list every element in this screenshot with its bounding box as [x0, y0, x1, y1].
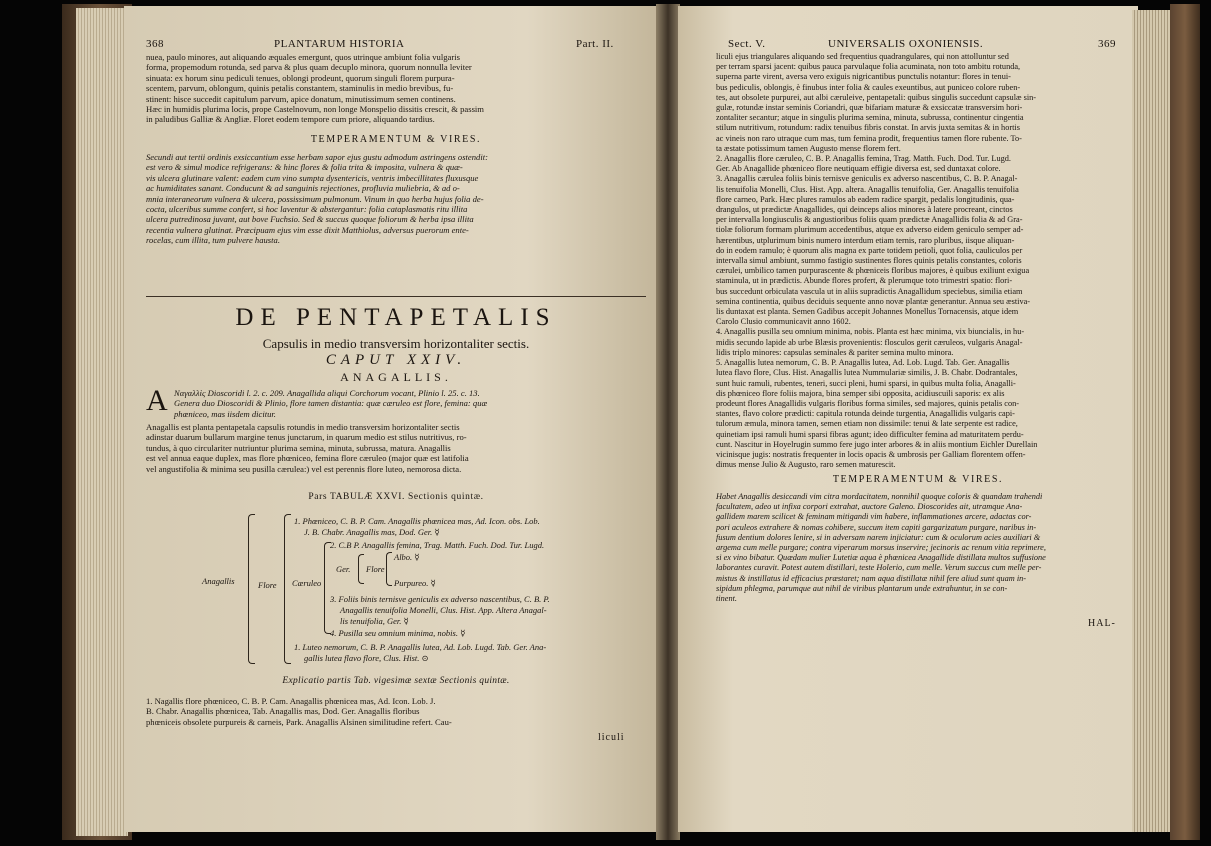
right-body-line: Carolo Clusio communicavit anno 1602.	[716, 317, 851, 327]
tree-item-4: 4. Pusilla seu omnium minima, nobis. ☿	[330, 628, 466, 638]
genus-heading: ANAGALLIS.	[340, 370, 452, 384]
right-temp-line: si ex vino bibatur. Quædam mulier Lutetiæ aqua è phœnicea Anagallide distillata multos suffusione	[716, 553, 1046, 563]
right-body-line: intervalla simul ambiunt, summo fastigio sustinentes flores quinis petalis constantes, coloris	[716, 256, 1022, 266]
tree-brace-caeruleo	[324, 542, 331, 634]
right-body-line: drangulos, ut prædictæ Anagallides, qui deinceps alios minores à latere procreant, cinctos	[716, 205, 1013, 215]
temperamentum-text-right	[716, 492, 1120, 604]
left-intro-line: Ναγαλλὶς Dioscoridi l. 2. c. 209. Anagallida aliqui Corchorum vocant, Plinio l. 25. c. 13.	[174, 388, 480, 398]
left-top-line: Hæc in humidis plurima locis, prope Castelnovum, non longe Monspelio dissitis crescit, & passim	[146, 104, 484, 115]
tree-caerulea-label: Cæruleo	[292, 578, 322, 588]
right-body-line: dis phœniceo flore foliis majora, bina semper sibi opposita, acidiuscuili saporis: ex alis	[716, 388, 1005, 398]
left-page	[124, 6, 662, 832]
running-title-right: UNIVERSALIS OXONIENSIS.	[828, 38, 984, 50]
left-page-edges	[76, 8, 128, 836]
right-body-line: bus succedunt orbiculata vascula ut in aliis supradictis Anagallidum speciebus, similia etiam	[716, 286, 1023, 296]
left-body-line: est vel annua eaque duplex, mas flore phœniceo, femina flore cæruleo (major quæ est latifolia	[146, 453, 469, 464]
running-title-left: PLANTARUM HISTORIA	[274, 38, 405, 50]
left-top-line: in paludibus Galliæ & Angliæ. Floret eodem tempore cum priore, aliquando tardius.	[146, 114, 435, 125]
tree-branch-label: Flore	[258, 580, 277, 590]
catchword-right: HAL-	[1088, 618, 1116, 629]
right-temp-line: facultatem, adeo ut infixa corpori extrahat, auctore Galeno. Dioscorides ait, utramque Ana-	[716, 502, 1023, 512]
right-body-line: tiolæ foliorum formam plurimum accedentibus, atque ex adverso eidem geniculo semper ad-	[716, 225, 1024, 235]
tree-brace-flore-inner	[386, 552, 392, 586]
book-gutter	[656, 4, 680, 840]
left-temp-line: est vero & simul modice refrigerans: & hinc flores & folia trita & imposita, vulnera & quæ-	[146, 162, 463, 173]
left-top-line: nuea, paulo minores, aut aliquando æquales emergunt, quos utrinque ambiunt folia vulgaris	[146, 52, 460, 62]
right-temp-line: Habet Anagallis desiccandi vim citra mordacitatem, nonnihil quoque coloris & quandam trahendi	[716, 492, 1043, 501]
left-intro-line: phœniceo, mas iisdem dicitur.	[174, 408, 276, 419]
tree-brace-outer	[248, 514, 255, 664]
right-body-line: flore carneo, Park. Hæc plures ramulos ab eadem radice spargit, pedalis longitudinis, qua-	[716, 194, 1015, 204]
right-body-line: hærentibus, utplurimum binis numero interdum etiam ternis, raro pluribus, iisque aliquan-	[716, 235, 1015, 245]
temperamentum-heading-left: TEMPERAMENTUM & VIRES.	[310, 134, 482, 145]
left-top-line: forma, propemodum rotunda, sed parva & plus quam decuplo minora, quorum nonnulla leviter	[146, 62, 472, 73]
tree-brace-ger	[358, 554, 364, 584]
right-temp-line: fusum dentium dolores lenire, si in adversam narem injiciatur: cum & oculorum acies auxiliari &	[716, 532, 1041, 542]
tree-purpureo-label: Purpureo. ☿	[394, 578, 436, 588]
right-page-text	[716, 52, 1120, 470]
left-temp-line: recentia vulnera glutinat. Præcipuam ejus vim esse dixit Matthiolus, adversus puerorum ente-	[146, 224, 469, 235]
right-body-line: zontaliter secantur; atque in singulis plurima semina, minuta, subrussa, continentur cingentia	[716, 113, 1024, 123]
catchword-left: liculi	[598, 732, 625, 743]
tree-item-2: 2. C.B P. Anagallis femina, Trag. Matth. Fuch. Dod. Tur. Lugd.	[330, 540, 545, 550]
left-top-line: scentem, parvum, oblongum, quinis petalis constantem, staminulis in medio brevibus, fu-	[146, 83, 454, 94]
left-final-line: 1. Nagallis flore phœniceo, C. B. P. Cam. Anagallis phœnicea mas, Ad. Icon. Lob. J.	[146, 696, 436, 706]
right-body-line: do in eodem ramulo; è quorum alis magna ex parte totidem petioli, quot folia, cauliculos per	[716, 245, 1023, 255]
left-temp-line: ac humiditates sanant. Conducunt & ad sanguinis rejectiones, profluvia muliebria, & ad o-	[146, 183, 460, 194]
right-temp-line: mistus & instillatus id efficacius præstaret; nam aqua distillatæ nihil fere aliud sunt quam in-	[716, 573, 1027, 583]
right-body-line: tes, aut obsolete purpurei, aut albi cæruleive, pentapetali: quibus singulis succedunt capsulæ sin-	[716, 92, 1037, 102]
right-temp-line: pori aculeos extrahere & nomas cohibere, succum item capiti gargarizatum purgare, naribus in-	[716, 522, 1037, 532]
page-number-left: 368	[146, 38, 164, 50]
right-body-line: 3. Anagallis cærulea foliis binis ternisve geniculis ex adverso nascentibus, C. B. P. Anagal-	[716, 174, 1018, 184]
caput-heading: CAPUT XXIV.	[325, 352, 467, 368]
tree-item-5: 1. Luteo nemorum, C. B. P. Anagallis lutea, Ad. Lob. Lugd. Tab. Ger. Ana-	[294, 642, 547, 652]
section-label-right: Sect. V.	[728, 38, 766, 50]
right-body-line: per terram sparsi jacent: quibus pauca parvulaque folia acuminata, non toto ambitu rotunda,	[716, 62, 1021, 72]
right-body-line: quinetiam ipsi ramuli humi sparsi fibras agunt; ideo difficulter femina ad maturitatem perdu-	[716, 429, 1024, 439]
tree-item-1-cont: J. B. Chabr. Anagallis mas, Dod. Ger. ☿	[304, 527, 440, 537]
temperamentum-heading-right: TEMPERAMENTUM & VIRES.	[832, 474, 1004, 485]
right-body-line: lidis triplo minores: capsulas seminales & pariter semina multo minora.	[716, 347, 954, 357]
right-temp-line: laborantes curavit. Potest autem distillari, teste Holerio, cum melle. Verum succus cum melle per-	[716, 563, 1042, 573]
explicatio-heading: Explicatio partis Tab. vigesimæ sextæ Sectionis quintæ.	[282, 676, 510, 686]
tree-item-3: 3. Foliis binis ternisve geniculis ex adverso nascentibus, C. B. P.	[330, 594, 550, 604]
left-temp-line: mnia interaneorum vulnera & ulcera, possissimum pulmonum. Vinum in quo herba hujus folia de-	[146, 193, 484, 204]
final-text	[146, 696, 646, 727]
right-body-line: Ger. Ab Anagallide phœniceo flore neutiquam effigie diversa est, sed duntaxat colore.	[716, 164, 1001, 174]
left-temp-line: vis ulcera glutinare valent: eadem cum vino sumpta dysentericis, ventris imbecillitates fluxusque	[146, 172, 479, 183]
left-top-line: sinuata: ex horum sinu pediculi tenues, oblongi prodeunt, quorum singuli florem purpura-	[146, 72, 455, 83]
tree-brace-flore	[284, 514, 291, 664]
left-temp-line: rocelas, cum illita, tum pulvere hausta.	[146, 235, 280, 246]
right-body-line: 4. Anagallis pusilla seu omnium minima, nobis. Planta est hæc minima, vix biuncialis, in hu-	[716, 327, 1025, 337]
left-final-line: phœniceis obsolete purpureis & carneis, Park. Anagallis Alsinen similitudine refert. Cau-	[146, 716, 452, 727]
right-body-line: dimus mense Julio & Augusto, raro semen maturescit.	[716, 460, 896, 470]
right-body-line: lis tenuifolia Monelli, Clus. Hist. App. altera. Anagallis tenuifolia, Ger. Anagallis tenuifolia	[716, 184, 1019, 194]
right-body-line: sunt huic ramuli, rubentes, teneri, succi pleni, humi sparsi, in quibus multa folia, Anagalli-	[716, 378, 1016, 388]
right-body-line: staminula, ut in prædictis. Abunde flores profert, & plerumque toto trimestri spatio: flori-	[716, 276, 1013, 286]
right-body-line: cærulei, umbilico tamen purpurascente & phœniceis floribus majores, è quibus exiliunt exigua	[716, 266, 1030, 276]
right-body-line: cunt. Nascitur in Hoyelrugin summo fere jugo inter arbores & in aliis montium Eichler Durellain	[716, 439, 1038, 449]
section-title: DE PENTAPETALIS	[235, 304, 557, 331]
table-reference: Pars TABULÆ XXVI. Sectionis quintæ.	[308, 492, 484, 502]
right-body-line: bus pediculis, oblongis, è finubus inter folia & caules exeuntibus, aut puniceo colore ruben-	[716, 82, 1021, 92]
left-body-line: Anagallis est planta pentapetala capsulis rotundis in medio transversim horizontaliter sectis	[146, 422, 460, 432]
right-body-line: stantes, flavo colore prædicti: capitula rotunda deinde turgentia, Anagallidis vulgaris capi-	[716, 409, 1015, 419]
section-subtitle: Capsulis in medio transversim horizontaliter sectis.	[262, 336, 530, 351]
tree-item-3-cont: Anagallis tenuifolia Monelli, Clus. Hist. App. Altera Anagal-	[340, 605, 547, 615]
right-body-line: vicinisque jugis: nostratis frequenter in locis opacis & umbrosis per Galliam florentem offen-	[716, 449, 1026, 459]
left-temp-line: Secundi aut tertii ordinis exsiccantium esse herbam sapor ejus gustu admodum astringens ostendit:	[146, 152, 488, 162]
tree-albo-label: Albo. ☿	[394, 552, 420, 562]
right-body-line: liculi ejus triangulares aliquando sed frequentius quadrangulares, qui non attolluntur sed	[716, 52, 1009, 61]
left-body-line: vel angustifolia & minima seu pusilla cærulea:) vel est perennis flore luteo, nemorosa dicta.	[146, 463, 462, 474]
right-body-line: lis duntaxat est planta. Semen Gadibus accepit Johannes Monellus Tornacensis, atque idem	[716, 307, 1019, 317]
right-temp-line: argema cum melle purgare; contra viperarum morsus inservire; jecinoris ac renum vitia reprimere,	[716, 543, 1046, 553]
drop-capital: A	[146, 384, 168, 417]
right-body-line: lutea flavo flore, Clus. Hist. Anagallis lutea Nummulariæ similis, J. B. Chabr. Dodrantales,	[716, 368, 1018, 378]
right-temp-line: tinent.	[716, 594, 737, 604]
right-temp-line: sipidum phlegma, parumque aut nihil de viribus plantarum unde extrahuntur, in se con-	[716, 583, 1008, 593]
right-body-line: midis secundo lapide ab urbe Blæsis provenientis: flosculos gerit cæruleos, vulgaris Anagal-	[716, 337, 1023, 347]
right-temp-line: gallidem marem scilicet & feminam mitigandi vim habere, inflammationes arcere, adactas cor-	[716, 512, 1032, 522]
tree-item-3-cont2: lis tenuifolia, Ger. ☿	[340, 616, 409, 626]
right-body-line: prodeunt flores Anagallidis vulgaris floribus forma similes, sed majores, quinis petalis con-	[716, 398, 1020, 408]
tree-ger-label: Ger.	[336, 564, 351, 574]
part-label: Part. II.	[576, 38, 614, 50]
left-temp-line: ulcera putredinosa juvant, aut bove Fuchsio. Sed & succus quoque foliorum & herba ipsa illita	[146, 214, 474, 225]
right-body-line: ta æstate potissimum tamen Augusto mense florem fert.	[716, 143, 901, 153]
open-book	[62, 4, 1200, 840]
right-body-line: ac vineis non raro utraque cum mas, tum femina prodit, frequentius tamen flore rubente. To-	[716, 133, 1022, 143]
left-final-line: B. Chabr. Anagallis phœnicea, Tab. Anagallis mas, Dod. Ger. Anagallis floribus	[146, 706, 420, 717]
tree-root-label: Anagallis	[202, 576, 235, 586]
right-body-line: stilum nutritivum, rotundum: radix tenuibus fibris constat. In arvis juxta semitas & in hortis	[716, 123, 1020, 133]
tree-item-1: 1. Phœniceo, C. B. P. Cam. Anagallis phœnicea mas, Ad. Icon. obs. Lob.	[294, 516, 540, 526]
right-page	[678, 6, 1138, 832]
right-cover	[1170, 4, 1200, 840]
right-body-line: 5. Anagallis lutea nemorum, C. B. P. Anagallis lutea, Ad. Lob. Lugd. Tab. Ger. Anagallis	[716, 358, 1010, 368]
left-intro-line: Genera duo Dioscoridi & Plinio, flore tamen distantia: quæ cæruleo est flore, femina: quæ	[174, 398, 488, 409]
right-body-line: tulorum æmula, minora tamen, semen etiam non dissimile: tenui & late serpente est radice,	[716, 419, 1018, 429]
page-number-right: 369	[1098, 38, 1116, 50]
tree-item-5-cont: gallis lutea flavo flore, Clus. Hist. ⊙	[304, 653, 429, 663]
right-body-line: superna parte virent, aversa vero exiguis nigricantibus punctulis notantur: flores in tenui-	[716, 72, 1011, 82]
right-body-line: semina continentia, quibus deciduis sequente anno novæ plantæ generantur. Annua seu æstiva-	[716, 296, 1031, 306]
tree-flore-inner-label: Flore	[366, 564, 385, 574]
left-body-line: adinstar duarum bullarum margine tenus junctarum, in quarum medio est stilus nutritivus, ro-	[146, 432, 467, 443]
left-temp-line: cocta, ulceribus summe confert, si hoc laventur & abstergantur: folia cataplasmatis ritu illita	[146, 204, 468, 215]
right-body-line: 2. Anagallis flore cæruleo, C. B. P. Anagallis femina, Trag. Matth. Fuch. Dod. Tur. Lugd.	[716, 154, 1011, 164]
left-body-line: tundus, à quo circulariter nutriuntur plurima semina, minuta, subrussa, matura. Anagallis	[146, 442, 451, 453]
right-body-line: per intervalla longiusculis & angustioribus foliis quam prædictæ Anagallidis folia & ad Gra-	[716, 215, 1023, 225]
right-body-line: gulæ, rotundæ instar seminis Coriandri, quæ bifariam maturæ & exsiccatæ transversim hori-	[716, 103, 1023, 113]
left-top-line: stinent: hisce succedit capitulum parvum, apice donatum, minutissimum semen continens.	[146, 93, 456, 104]
